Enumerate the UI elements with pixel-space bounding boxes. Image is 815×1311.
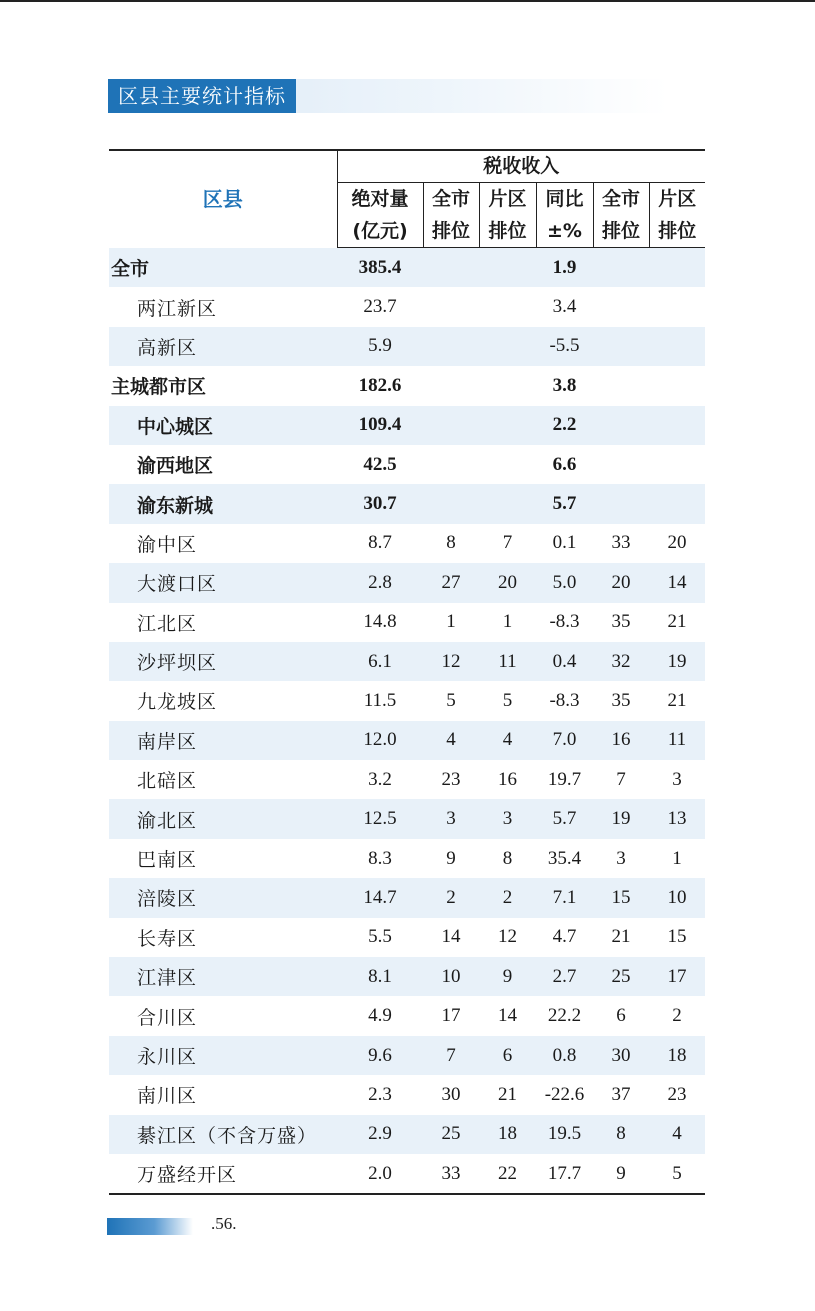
footer-bar: [107, 1218, 193, 1235]
district-name-cell: 主城都市区: [111, 376, 207, 399]
tax-city-rank-cell: 9: [446, 847, 456, 869]
table-row: [109, 957, 705, 996]
district-column-header: 区县: [109, 150, 337, 248]
tax-revenue-group-header: 税收收入: [337, 150, 705, 183]
tax-absolute-cell: 12.5: [337, 799, 423, 838]
yoy-city-rank-cell: 7: [616, 768, 626, 790]
district-name-cell: 中心城区: [109, 406, 337, 445]
tax-yoy-cell: 5.7: [536, 799, 593, 838]
tax-yoy-cell: 7.1: [536, 878, 593, 917]
tax-absolute-cell: 8.3: [368, 847, 392, 869]
col-header-area-rank-line2: 排位: [479, 215, 536, 248]
yoy-area-rank-cell: 20: [667, 532, 687, 554]
tax-city-rank-cell: 25: [423, 1115, 479, 1154]
tax-area-rank-cell: 16: [498, 768, 517, 790]
top-rule: [0, 0, 815, 2]
yoy-area-rank-cell: 3: [672, 768, 682, 790]
tax-yoy-cell: 0.1: [552, 532, 577, 554]
district-name-cell: 江北区: [137, 612, 198, 635]
table-row: [109, 1036, 705, 1075]
yoy-area-rank-cell: 23: [667, 1083, 687, 1105]
col-header-city-rank-line2: 排位: [423, 215, 479, 248]
tax-city-rank-cell: 7: [423, 1036, 479, 1075]
yoy-city-rank-cell: 15: [593, 878, 649, 917]
yoy-city-rank-cell: 16: [593, 721, 649, 760]
district-name-cell: 渝北区: [109, 799, 337, 838]
yoy-area-rank-cell: 10: [649, 878, 705, 917]
yoy-city-rank-cell: 35: [611, 689, 631, 711]
tax-area-rank-cell: 2: [479, 878, 536, 917]
tax-city-rank-cell: 27: [423, 563, 479, 602]
yoy-area-rank-cell: 21: [667, 611, 687, 633]
tax-yoy-cell: -8.3: [549, 689, 580, 711]
tax-yoy-cell: 0.4: [536, 642, 593, 681]
tax-yoy-cell: 0.8: [536, 1036, 593, 1075]
col-header-yoy-city-rank-line1: 全市: [593, 183, 649, 216]
tax-yoy-cell: 2.7: [536, 957, 593, 996]
yoy-city-rank-cell: 6: [616, 1005, 626, 1027]
tax-area-rank-cell: 11: [479, 642, 536, 681]
tax-city-rank-cell: 10: [423, 957, 479, 996]
tax-yoy-cell: 3.8: [552, 374, 577, 396]
tax-absolute-cell: 8.1: [337, 957, 423, 996]
col-header-area-rank-line1: 片区: [479, 183, 536, 216]
district-name-cell: 全市: [109, 248, 337, 288]
tax-city-rank-cell: 23: [441, 768, 461, 790]
table-row: [109, 406, 705, 445]
tax-area-rank-cell: [479, 484, 536, 523]
district-name-cell: 九龙坡区: [137, 691, 218, 714]
tax-yoy-cell: 2.2: [536, 406, 593, 445]
yoy-area-rank-cell: 19: [649, 642, 705, 681]
tax-area-rank-cell: [479, 445, 536, 484]
tax-city-rank-cell: 17: [441, 1005, 461, 1027]
tax-city-rank-cell: 30: [441, 1083, 461, 1105]
yoy-city-rank-cell: [593, 366, 649, 405]
tax-area-rank-cell: [479, 248, 536, 288]
yoy-area-rank-cell: [649, 406, 705, 445]
col-header-city-rank-line1: 全市: [423, 183, 479, 216]
yoy-city-rank-cell: 30: [593, 1036, 649, 1075]
tax-absolute-cell: 5.9: [337, 327, 423, 366]
yoy-city-rank-cell: 8: [593, 1115, 649, 1154]
header-row-group: [109, 150, 705, 183]
tax-absolute-cell: 9.6: [337, 1036, 423, 1075]
yoy-area-rank-cell: 21: [667, 689, 687, 711]
table-row: [109, 681, 705, 720]
tax-yoy-cell: -8.3: [549, 611, 580, 633]
district-name-cell: 永川区: [109, 1036, 337, 1075]
tax-area-rank-cell: 6: [479, 1036, 536, 1075]
district-name-cell: 合川区: [137, 1006, 198, 1029]
tax-absolute-cell: 109.4: [337, 406, 423, 445]
yoy-area-rank-cell: 15: [667, 926, 687, 948]
tax-city-rank-cell: [423, 366, 479, 405]
page-number: .56.: [211, 1214, 237, 1233]
tax-yoy-cell: 1.9: [536, 248, 593, 288]
yoy-area-rank-cell: [649, 366, 705, 405]
district-stats-table: [109, 149, 705, 1195]
district-name-cell: 巴南区: [137, 849, 198, 872]
yoy-city-rank-cell: [593, 445, 649, 484]
yoy-city-rank-cell: [593, 287, 649, 326]
district-name-cell: 高新区: [109, 327, 337, 366]
yoy-area-rank-cell: 13: [649, 799, 705, 838]
table-row: [109, 445, 705, 484]
yoy-area-rank-cell: 5: [649, 1154, 705, 1194]
tax-area-rank-cell: 21: [498, 1083, 517, 1105]
tax-yoy-cell: 6.6: [552, 453, 577, 475]
tax-yoy-cell: 3.4: [552, 296, 577, 318]
col-header-yoy-area-rank-line1: 片区: [658, 187, 697, 210]
yoy-area-rank-cell: [649, 287, 705, 326]
table-row: [109, 996, 705, 1035]
tax-absolute-cell: 2.0: [337, 1154, 423, 1194]
tax-city-rank-cell: 14: [441, 926, 461, 948]
tax-area-rank-cell: 7: [502, 532, 513, 554]
col-header-yoy-city-rank-line2: 排位: [593, 215, 649, 248]
tax-city-rank-cell: [423, 484, 479, 523]
tax-absolute-cell: 182.6: [358, 374, 402, 396]
yoy-area-rank-cell: [649, 484, 705, 523]
tax-area-rank-cell: 14: [498, 1005, 517, 1027]
tax-absolute-cell: 30.7: [337, 484, 423, 523]
tax-absolute-cell: 8.7: [368, 532, 392, 554]
district-name-cell: 北碚区: [137, 770, 198, 793]
tax-city-rank-cell: [423, 287, 479, 326]
tax-absolute-cell: 3.2: [368, 768, 392, 790]
table-row: [109, 642, 705, 681]
col-header-yoy-area-rank-line2: 排位: [649, 215, 705, 248]
yoy-city-rank-cell: [593, 484, 649, 523]
tax-area-rank-cell: 1: [502, 611, 513, 633]
col-header-absolute-line1: 绝对量: [337, 183, 423, 216]
tax-yoy-cell: 7.0: [536, 721, 593, 760]
district-name-cell: 渝中区: [137, 533, 198, 556]
table-row: [109, 918, 705, 957]
yoy-area-rank-cell: 1: [672, 847, 682, 869]
yoy-city-rank-cell: 21: [611, 926, 631, 948]
district-name-cell: 綦江区（不含万盛）: [109, 1115, 337, 1154]
tax-area-rank-cell: [479, 366, 536, 405]
table-row: [109, 1075, 705, 1114]
tax-yoy-cell: -22.6: [544, 1083, 585, 1105]
yoy-city-rank-cell: 35: [611, 611, 631, 633]
table-row: [109, 1115, 705, 1154]
table-row: [109, 799, 705, 838]
tax-area-rank-cell: 18: [479, 1115, 536, 1154]
tax-yoy-cell: 4.7: [552, 926, 577, 948]
tax-absolute-cell: 12.0: [337, 721, 423, 760]
tax-area-rank-cell: [479, 287, 536, 326]
col-header-yoy-line1: 同比: [536, 183, 593, 216]
tax-city-rank-cell: [423, 406, 479, 445]
tax-city-rank-cell: [423, 445, 479, 484]
yoy-city-rank-cell: [593, 248, 649, 288]
tax-city-rank-cell: 5: [446, 689, 456, 711]
district-name-cell: 长寿区: [137, 927, 198, 950]
tax-area-rank-cell: 20: [479, 563, 536, 602]
tax-absolute-cell: 14.8: [363, 611, 397, 633]
tax-city-rank-cell: 33: [423, 1154, 479, 1194]
tax-city-rank-cell: 4: [423, 721, 479, 760]
tax-area-rank-cell: 9: [479, 957, 536, 996]
district-name-cell: 南川区: [137, 1085, 198, 1108]
district-name-cell: 南岸区: [109, 721, 337, 760]
yoy-city-rank-cell: 20: [593, 563, 649, 602]
tax-absolute-cell: 2.8: [337, 563, 423, 602]
yoy-city-rank-cell: 9: [593, 1154, 649, 1194]
yoy-area-rank-cell: 4: [649, 1115, 705, 1154]
district-name-cell: 大渡口区: [109, 563, 337, 602]
yoy-area-rank-cell: [649, 445, 705, 484]
yoy-area-rank-cell: 2: [672, 1005, 682, 1027]
tax-absolute-cell: 2.9: [337, 1115, 423, 1154]
tax-yoy-cell: 19.5: [536, 1115, 593, 1154]
district-name-cell: 万盛经开区: [109, 1154, 337, 1194]
district-name-cell: 渝东新城: [109, 484, 337, 523]
yoy-area-rank-cell: 14: [649, 563, 705, 602]
table-row: [109, 484, 705, 523]
tax-city-rank-cell: 8: [446, 532, 456, 554]
tax-area-rank-cell: 5: [502, 689, 513, 711]
tax-area-rank-cell: [479, 327, 536, 366]
table-row: [109, 524, 705, 563]
yoy-area-rank-cell: [649, 248, 705, 288]
table-row: [109, 287, 705, 326]
tax-area-rank-cell: 12: [498, 926, 517, 948]
table-row: [109, 721, 705, 760]
tax-city-rank-cell: [423, 327, 479, 366]
yoy-city-rank-cell: 32: [593, 642, 649, 681]
tax-yoy-cell: -5.5: [536, 327, 593, 366]
yoy-city-rank-cell: 37: [611, 1083, 631, 1105]
tax-absolute-cell: 2.3: [368, 1083, 392, 1105]
tax-city-rank-cell: 1: [446, 611, 456, 633]
tax-area-rank-cell: 3: [479, 799, 536, 838]
tax-absolute-cell: 14.7: [337, 878, 423, 917]
yoy-area-rank-cell: [649, 327, 705, 366]
table-row: [109, 248, 705, 288]
tax-absolute-cell: 385.4: [337, 248, 423, 288]
yoy-city-rank-cell: 3: [616, 847, 626, 869]
tax-area-rank-cell: 22: [479, 1154, 536, 1194]
tax-absolute-cell: 5.5: [368, 926, 392, 948]
yoy-city-rank-cell: [593, 406, 649, 445]
table-row: [109, 603, 705, 642]
tax-absolute-cell: 11.5: [363, 689, 397, 711]
yoy-city-rank-cell: [593, 327, 649, 366]
tax-absolute-cell: 6.1: [337, 642, 423, 681]
district-name-cell: 渝西地区: [137, 455, 214, 478]
tax-area-rank-cell: 4: [479, 721, 536, 760]
tax-absolute-cell: 4.9: [368, 1005, 392, 1027]
district-name-cell: 两江新区: [137, 297, 218, 320]
yoy-city-rank-cell: 19: [593, 799, 649, 838]
table-row: [109, 366, 705, 405]
tax-yoy-cell: 5.7: [536, 484, 593, 523]
yoy-area-rank-cell: 18: [649, 1036, 705, 1075]
yoy-city-rank-cell: 25: [593, 957, 649, 996]
col-header-yoy-line2: ±%: [536, 215, 593, 248]
tax-city-rank-cell: 3: [423, 799, 479, 838]
table-row: [109, 327, 705, 366]
tax-yoy-cell: 17.7: [536, 1154, 593, 1194]
table-row: [109, 1154, 705, 1194]
district-name-cell: 涪陵区: [109, 878, 337, 917]
district-name-cell: 沙坪坝区: [109, 642, 337, 681]
tax-yoy-cell: 5.0: [536, 563, 593, 602]
col-header-absolute-line2: (亿元): [337, 215, 423, 248]
tax-city-rank-cell: [423, 248, 479, 288]
tax-area-rank-cell: [479, 406, 536, 445]
tax-yoy-cell: 22.2: [547, 1005, 582, 1027]
yoy-area-rank-cell: 17: [649, 957, 705, 996]
yoy-city-rank-cell: 33: [611, 532, 631, 554]
yoy-area-rank-cell: 11: [649, 721, 705, 760]
page-title: 区县主要统计指标: [108, 79, 296, 113]
tax-absolute-cell: 23.7: [363, 296, 397, 318]
table-row: [109, 563, 705, 602]
tax-city-rank-cell: 12: [423, 642, 479, 681]
tax-area-rank-cell: 8: [502, 847, 513, 869]
tax-city-rank-cell: 2: [423, 878, 479, 917]
table-row: [109, 878, 705, 917]
district-name-cell: 江津区: [109, 957, 337, 996]
table-row: [109, 839, 705, 878]
tax-absolute-cell: 42.5: [363, 453, 397, 475]
tax-yoy-cell: 35.4: [547, 847, 582, 869]
tax-yoy-cell: 19.7: [547, 768, 582, 790]
table-row: [109, 760, 705, 799]
table-body: [109, 248, 705, 1195]
